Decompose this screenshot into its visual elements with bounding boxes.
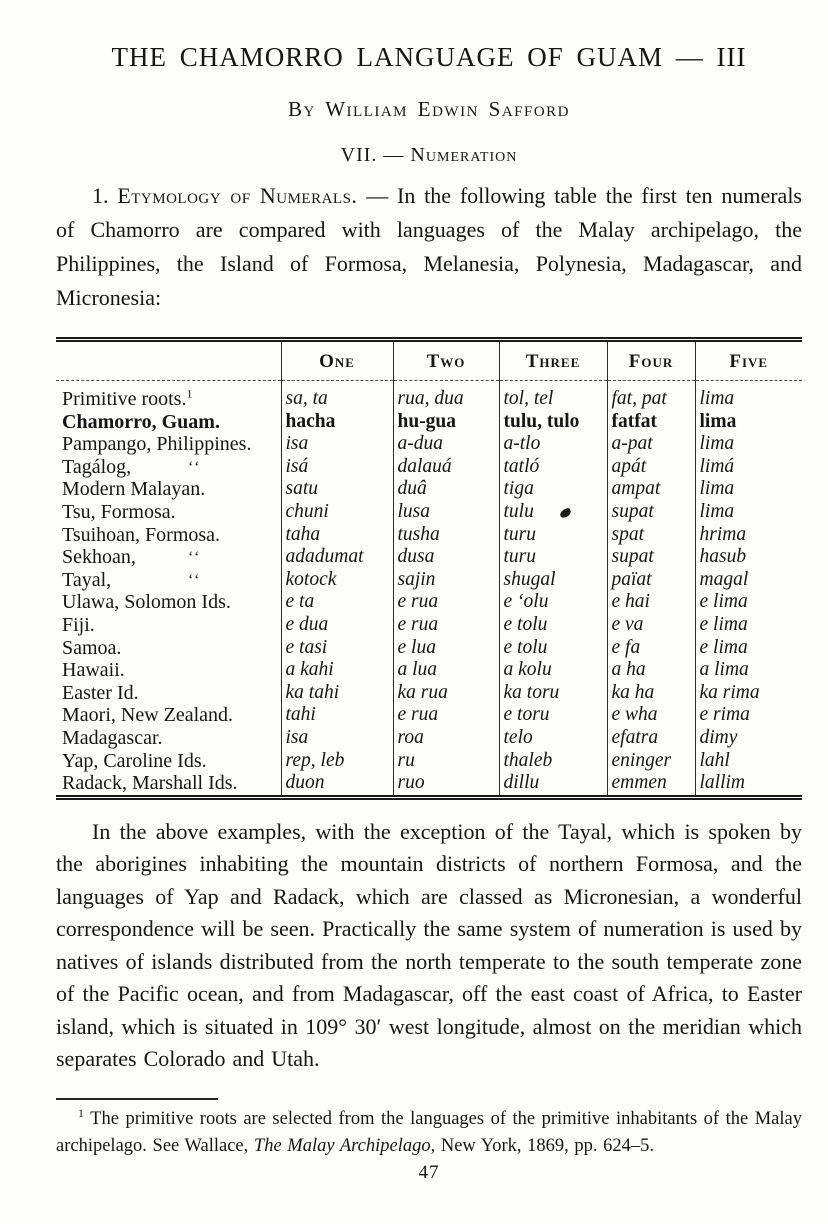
numeral-cell: duâ <box>393 478 499 501</box>
numeral-cell: e lima <box>695 637 802 660</box>
section-heading: VII. — Numeration <box>340 144 518 166</box>
numeral-cell: dusa <box>393 546 499 569</box>
language-cell <box>56 659 281 682</box>
numeral-cell: e tolu <box>499 637 607 660</box>
language-cell <box>56 750 281 773</box>
numeral-cell: emmen <box>607 772 695 795</box>
numeral-cell: e ‘olu <box>499 591 607 614</box>
language-cell <box>56 682 281 705</box>
intro-number: 1. <box>92 183 109 208</box>
language-cell <box>56 727 281 750</box>
numeral-cell: lusa <box>393 501 499 524</box>
numeral-cell: e lima <box>695 591 802 614</box>
numeral-cell: e va <box>607 614 695 637</box>
footnote-marker: 1 <box>186 386 193 401</box>
numeral-cell: satu <box>281 478 393 501</box>
numeral-cell: dalauá <box>393 456 499 479</box>
numeral-cell: a-dua <box>393 433 499 456</box>
numeral-cell: lima <box>695 433 802 456</box>
language-name: Pampango, Philippines. <box>62 433 252 456</box>
numeral-cell: e ta <box>281 591 393 614</box>
numerals-table <box>56 342 802 795</box>
numeral-cell: turu <box>499 546 607 569</box>
language-name: Madagascar. <box>62 726 163 749</box>
footnote-rule <box>56 1098 218 1100</box>
numeral-cell: tahi <box>281 704 393 727</box>
numeral-cell: turu <box>499 524 607 547</box>
language-cell <box>56 433 281 456</box>
table-row <box>56 704 802 727</box>
numeral-cell: ka ha <box>607 682 695 705</box>
numeral-cell: e wha <box>607 704 695 727</box>
language-cell <box>56 411 281 434</box>
footnote-book-title: The Malay Archipelago <box>253 1135 431 1156</box>
numeral-cell: eninger <box>607 750 695 773</box>
ditto-mark: ‘‘ <box>188 571 202 589</box>
numeral-cell: lima <box>695 478 802 501</box>
numeral-cell: taha <box>281 524 393 547</box>
table-row <box>56 546 802 569</box>
numeral-cell: rua, dua <box>393 381 499 411</box>
numeral-cell <box>499 501 607 524</box>
language-name: Tayal, <box>62 568 112 591</box>
language-name: Tagálog, <box>62 455 132 478</box>
numeral-cell: tol, tel <box>499 381 607 411</box>
language-name: Modern Malayan. <box>62 478 206 501</box>
numeral-cell: sajin <box>393 569 499 592</box>
numeral-cell: telo <box>499 727 607 750</box>
numeral-cell: dillu <box>499 772 607 795</box>
numeral-cell: fatfat <box>607 411 695 434</box>
numeral-cell: tulu, tulo <box>499 411 607 434</box>
body-paragraph: In the above examples, with the exception of the Tayal, which is spoken by the aborigines inhabiting the mountain districts of northern Formosa, and the languages of Yap and Radack, which are classed as Micronesian, a wonderful correspondence will be seen. Practically the same system of numeration is used by natives of islands distributed from the north temperate to the south temperate zone of the Pacific ocean, and from Madagascar, off the east coast of Africa, to Easter island, which is situated in 109° 30′ west longitude, almost on the meridian which separates Colorado and Utah. <box>56 818 802 1072</box>
footnote-marker: 1 <box>78 1105 84 1120</box>
numeral-cell: païat <box>607 569 695 592</box>
numeral-cell: a kahi <box>281 659 393 682</box>
header-five: Five <box>695 342 802 381</box>
language-name: Maori, New Zealand. <box>62 704 234 727</box>
numeral-cell: kotock <box>281 569 393 592</box>
language-cell <box>56 478 281 501</box>
numeral-cell: ru <box>393 750 499 773</box>
language-name: Tsu, Formosa. <box>62 500 176 523</box>
language-cell <box>56 614 281 637</box>
language-cell <box>56 456 281 479</box>
numeral-cell: ka rua <box>393 682 499 705</box>
footnote-text: The primitive roots are selected from the languages of the primitive inhabitants of the Malay archipelago. See Wallace, <box>56 1108 802 1156</box>
header-three: Three <box>499 342 607 381</box>
ditto-mark: ‘‘ <box>188 549 202 567</box>
numeral-cell: thaleb <box>499 750 607 773</box>
numeral-cell: hacha <box>281 411 393 434</box>
table-row <box>56 614 802 637</box>
language-name: Yap, Caroline Ids. <box>62 749 207 772</box>
numeral-cell: lahl <box>695 750 802 773</box>
numeral-cell: isa <box>281 727 393 750</box>
language-name: Tsuihoan, Formosa. <box>62 523 221 546</box>
numeral-cell: hu-gua <box>393 411 499 434</box>
table-row <box>56 569 802 592</box>
numeral-cell: hasub <box>695 546 802 569</box>
numeral-cell: rep, leb <box>281 750 393 773</box>
numeral-cell: tatló <box>499 456 607 479</box>
language-name: Primitive roots. <box>62 388 187 410</box>
footnote <box>56 1106 802 1160</box>
numeral-cell: roa <box>393 727 499 750</box>
numeral-cell: spat <box>607 524 695 547</box>
header-one: One <box>281 342 393 381</box>
numeral-cell: sa, ta <box>281 381 393 411</box>
numeral-cell: e toru <box>499 704 607 727</box>
intro-text: — In the following table the first ten numerals of Chamorro are compared with languages of the Malay archipelago, the Philippines, the Island of Formosa, Melanesia, Polynesia, Madagascar, and Micronesia: <box>56 183 802 310</box>
language-cell <box>56 569 281 592</box>
numeral-cell: e tolu <box>499 614 607 637</box>
language-name: Sekhoan, <box>62 546 136 569</box>
numeral-cell: dimy <box>695 727 802 750</box>
numeral-cell: fat, pat <box>607 381 695 411</box>
table-row <box>56 750 802 773</box>
numeral-cell: e lima <box>695 614 802 637</box>
numeral-cell: e rua <box>393 591 499 614</box>
numeral-cell: supat <box>607 501 695 524</box>
numeral-cell: lima <box>695 501 802 524</box>
numeral-cell: supat <box>607 546 695 569</box>
table-row <box>56 591 802 614</box>
numeral-cell: hrima <box>695 524 802 547</box>
numeral-cell: ka rima <box>695 682 802 705</box>
numeral-cell: lima <box>695 411 802 434</box>
numeral-cell: e hai <box>607 591 695 614</box>
numeral-cell: apát <box>607 456 695 479</box>
header-four: Four <box>607 342 695 381</box>
numeral-cell: lima <box>695 381 802 411</box>
numeral-cell: duon <box>281 772 393 795</box>
ditto-mark: ‘‘ <box>188 458 202 476</box>
intro-paragraph <box>56 179 802 315</box>
numeral-cell: tusha <box>393 524 499 547</box>
numeral-cell: e lua <box>393 637 499 660</box>
byline: By William Edwin Safford <box>287 97 571 121</box>
page-number: 47 <box>418 1161 440 1183</box>
table-row <box>56 411 802 434</box>
numeral-cell: efatra <box>607 727 695 750</box>
numeral-cell: a lima <box>695 659 802 682</box>
language-name: Radack, Marshall Ids. <box>62 772 238 795</box>
language-cell <box>56 772 281 795</box>
numeral-cell: e rua <box>393 614 499 637</box>
numerals-table-wrapper <box>56 337 802 800</box>
numeral-cell: chuni <box>281 501 393 524</box>
footnote-text: , New York, 1869, pp. 624–5. <box>430 1135 655 1156</box>
numeral-cell: isá <box>281 456 393 479</box>
numeral-cell: e dua <box>281 614 393 637</box>
table-row <box>56 501 802 524</box>
language-cell <box>56 524 281 547</box>
table-row <box>56 637 802 660</box>
numeral-cell: lallim <box>695 772 802 795</box>
numeral-cell: ka tahi <box>281 682 393 705</box>
table-row <box>56 524 802 547</box>
ink-smudge <box>559 507 571 518</box>
numeral-cell: limá <box>695 456 802 479</box>
table-row <box>56 682 802 705</box>
numeral-cell: e rima <box>695 704 802 727</box>
numeral-cell: magal <box>695 569 802 592</box>
numeral-cell: e fa <box>607 637 695 660</box>
numeral-cell: isa <box>281 433 393 456</box>
page-title: THE CHAMORRO LANGUAGE OF GUAM — III <box>111 42 747 72</box>
numeral-cell: a-tlo <box>499 433 607 456</box>
language-name: Easter Id. <box>62 681 139 704</box>
numeral-cell: ruo <box>393 772 499 795</box>
language-name: Chamorro, Guam. <box>62 410 220 433</box>
table-header-row <box>56 342 802 381</box>
language-name: Hawaii. <box>62 659 125 682</box>
language-cell <box>56 501 281 524</box>
table-row <box>56 433 802 456</box>
numeral-cell: ampat <box>607 478 695 501</box>
numeral-cell: e rua <box>393 704 499 727</box>
language-cell <box>56 546 281 569</box>
numeral-cell: shugal <box>499 569 607 592</box>
header-language <box>56 342 281 381</box>
numeral-cell: ka toru <box>499 682 607 705</box>
table-row <box>56 456 802 479</box>
header-two: Two <box>393 342 499 381</box>
table-row <box>56 381 802 411</box>
numeral-cell: adadumat <box>281 546 393 569</box>
numeral-cell: a kolu <box>499 659 607 682</box>
numeral-cell: e tasi <box>281 637 393 660</box>
numeral-cell: a ha <box>607 659 695 682</box>
language-name: Fiji. <box>62 613 95 636</box>
numeral-cell: a lua <box>393 659 499 682</box>
language-name: Ulawa, Solomon Ids. <box>62 591 231 614</box>
numeral-cell: a-pat <box>607 433 695 456</box>
numeral-cell: tiga <box>499 478 607 501</box>
language-name: Samoa. <box>62 636 122 659</box>
language-cell <box>56 591 281 614</box>
language-cell <box>56 704 281 727</box>
table-row <box>56 727 802 750</box>
table-row <box>56 659 802 682</box>
numeral-value: tulu <box>503 500 534 522</box>
table-row <box>56 478 802 501</box>
table-row <box>56 772 802 795</box>
language-cell <box>56 637 281 660</box>
language-cell <box>56 381 281 411</box>
intro-lead: Etymology of Numerals. <box>117 183 358 208</box>
